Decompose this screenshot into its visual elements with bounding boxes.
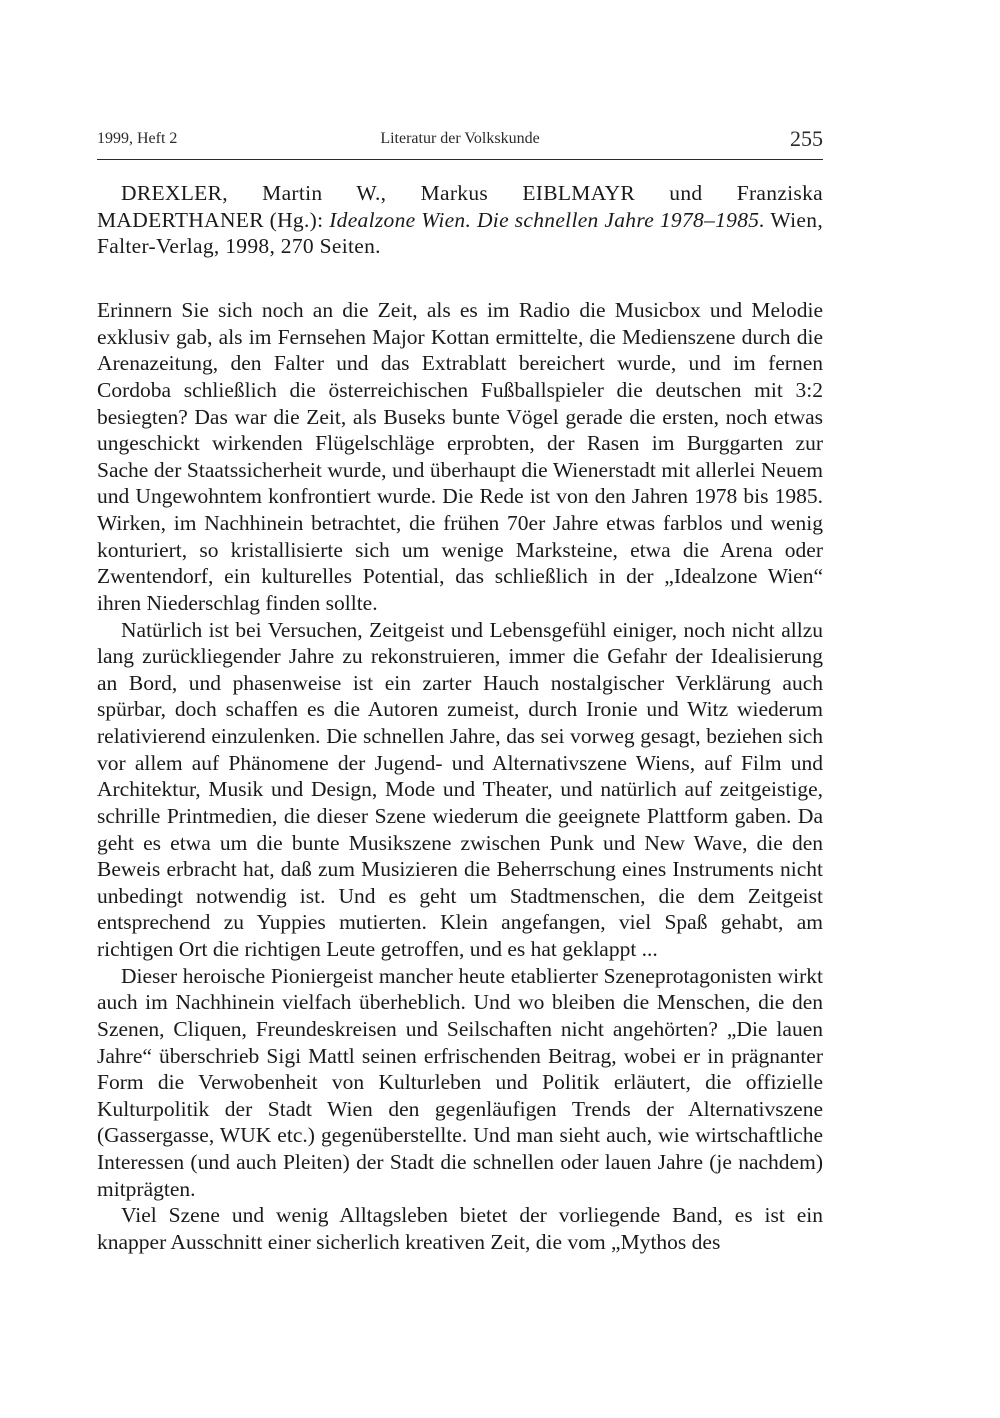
- citation-title: Idealzone Wien. Die schnellen Jahre 1978–1985.: [329, 207, 765, 232]
- header-rule: [97, 159, 823, 160]
- section-title: Literatur der Volkskunde: [380, 130, 540, 147]
- paragraph: Viel Szene und wenig Alltagsleben bietet der vorliegende Band, es ist ein knapper Ausschnitt einer sicherlich kreativen Zeit, die vom „Mythos des: [97, 1203, 823, 1254]
- review-body: [97, 297, 823, 1256]
- paragraph: Erinnern Sie sich noch an die Zeit, als es im Radio die Musicbox und Melodie exklusiv gab, als im Fernsehen Major Kottan ermittelte, die Medienszene durch die Arenazeitung, den Falter und das Extrablatt bereichert wurde, und im fernen Cordoba schließlich die österreichischen Fußballspieler die deutschen mit 3:2 besiegten? Das war die Zeit, als Buseks bunte Vögel gerade die ersten, noch etwas ungeschickt wirkenden Flügelschläge erprobten, der Rasen im Burggarten zur Sache der Staatssicherheit wurde, und überhaupt die Wienerstadt mit allerlei Neuem und Ungewohntem konfrontiert wurde. Die Rede ist von den Jahren 1978 bis 1985. Wirken, im Nachhinein betrachtet, die frühen 70er Jahre etwas farblos und wenig konturiert, so kristallisierte sich um wenige Marksteine, etwa die Arena oder Zwentendorf, ein kulturelles Potential, das schließlich in der „Idealzone Wien“ ihren Niederschlag finden sollte.: [97, 298, 823, 615]
- paragraph: Natürlich ist bei Versuchen, Zeitgeist und Lebensgefühl einiger, noch nicht allzu lang zurückliegender Jahre zu rekonstruieren, immer die Gefahr der Idealisierung an Bord, und phasenweise ist ein zarter Hauch nostalgischer Verklärung auch spürbar, doch schaffen es die Autoren zumeist, durch Ironie und Witz wiederum relativierend einzulenken. Die schnellen Jahre, das sei vorweg gesagt, beziehen sich vor allem auf Phänomene der Jugend- und Alternativszene Wiens, auf Film und Architektur, Musik und Design, Mode und Theater, und natürlich auf zeitgeistige, schrille Printmedien, die dieser Szene wiederum die geeignete Plattform gaben. Da geht es etwa um die bunte Musikszene zwischen Punk und New Wave, die den Beweis erbracht hat, daß zum Musizieren die Beherrschung eines Instruments nicht unbedingt notwendig ist. Und es geht um Stadtmenschen, die dem Zeitgeist entsprechend zu Yuppies mutierten. Klein angefangen, viel Spaß gehabt, am richtigen Ort die richtigen Leute getroffen, und es hat geklappt ...: [97, 617, 823, 961]
- paragraph: Dieser heroische Pioniergeist mancher heute etablierter Szeneprotagonisten wirkt auch im Nachhinein vielfach überheblich. Und wo bleiben die Menschen, die den Szenen, Cliquen, Freundeskreisen und Seilschaften nicht angehörten? „Die lauen Jahre“ überschrieb Sigi Mattl seinen erfrischenden Beitrag, wobei er in prägnanter Form die Verwobenheit von Kulturleben und Politik erläutert, die offizielle Kulturpolitik der Stadt Wien den gegenläufigen Trends der Alternativszene (Gassergasse, WUK etc.) gegenüberstellte. Und man sieht auch, wie wirtschaftliche Interessen (und auch Pleiten) der Stadt die schnellen oder lauen Jahre (je nachdem) mitprägten.: [97, 963, 823, 1201]
- journal-issue: 1999, Heft 2: [97, 130, 178, 147]
- page-number: 255: [790, 126, 823, 151]
- book-citation: [97, 180, 823, 260]
- citation-authors: DREXLER, Martin W., Markus EIBLMAYR und Franziska MADERTHANER (Hg.):: [97, 181, 823, 232]
- running-head: [97, 128, 823, 152]
- citation-publication: Wien, Falter-Verlag, 1998, 270 Seiten.: [97, 207, 823, 259]
